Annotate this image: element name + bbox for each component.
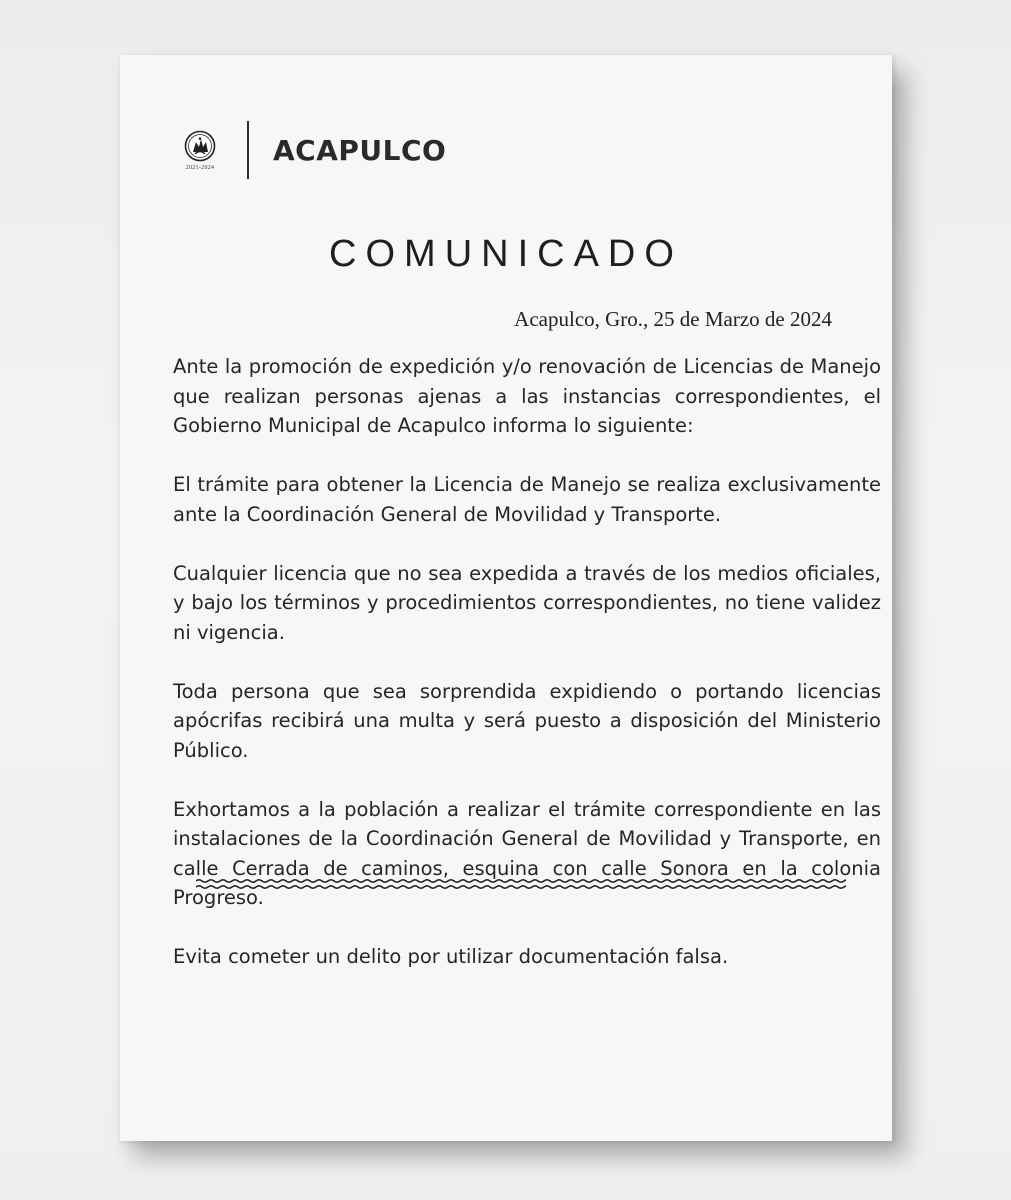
seal-years: 2021-2024	[185, 164, 215, 171]
paragraph-exhortation: Exhortamos a la población a realizar el trámite correspondiente en las instalaciones de la Coordinación General de Movilidad y Transporte, en calle Cerrada de caminos, esquina con calle Sonora en la colonia Progreso.	[173, 797, 881, 909]
municipal-seal	[180, 130, 220, 171]
header-divider	[247, 121, 249, 179]
paragraph-penalty: Toda persona que sea sorprendida expidiendo o portando licencias apócrifas recibirá una multa y será puesto a disposición del Ministerio Público.	[173, 679, 881, 762]
paragraph-closing: Evita cometer un delito por utilizar documentación falsa.	[173, 945, 729, 968]
brand-wordmark: ACAPULCO	[273, 133, 447, 167]
paragraph-intro: Ante la promoción de expedición y/o renovación de Licencias de Manejo que realizan personas ajenas a las instancias correspondientes, el Gobierno Municipal de Acapulco informa lo siguiente:	[173, 355, 881, 437]
paragraph-procedure: El trámite para obtener la Licencia de Manejo se realiza exclusivamente ante la Coordinación General de Movilidad y Transporte.	[173, 473, 881, 526]
document-sheet	[120, 55, 892, 1141]
statement-body	[173, 352, 881, 1001]
page-title: COMUNICADO	[329, 233, 683, 275]
date-line: Acapulco, Gro., 25 de Marzo de 2024	[514, 307, 832, 331]
seal-icon	[184, 130, 216, 162]
wave-divider-icon	[196, 877, 846, 891]
letterhead	[180, 119, 446, 181]
paragraph-validity: Cualquier licencia que no sea expedida a través de los medios oficiales, y bajo los términos y procedimientos correspondientes, no tiene validez ni vigencia.	[173, 561, 881, 644]
